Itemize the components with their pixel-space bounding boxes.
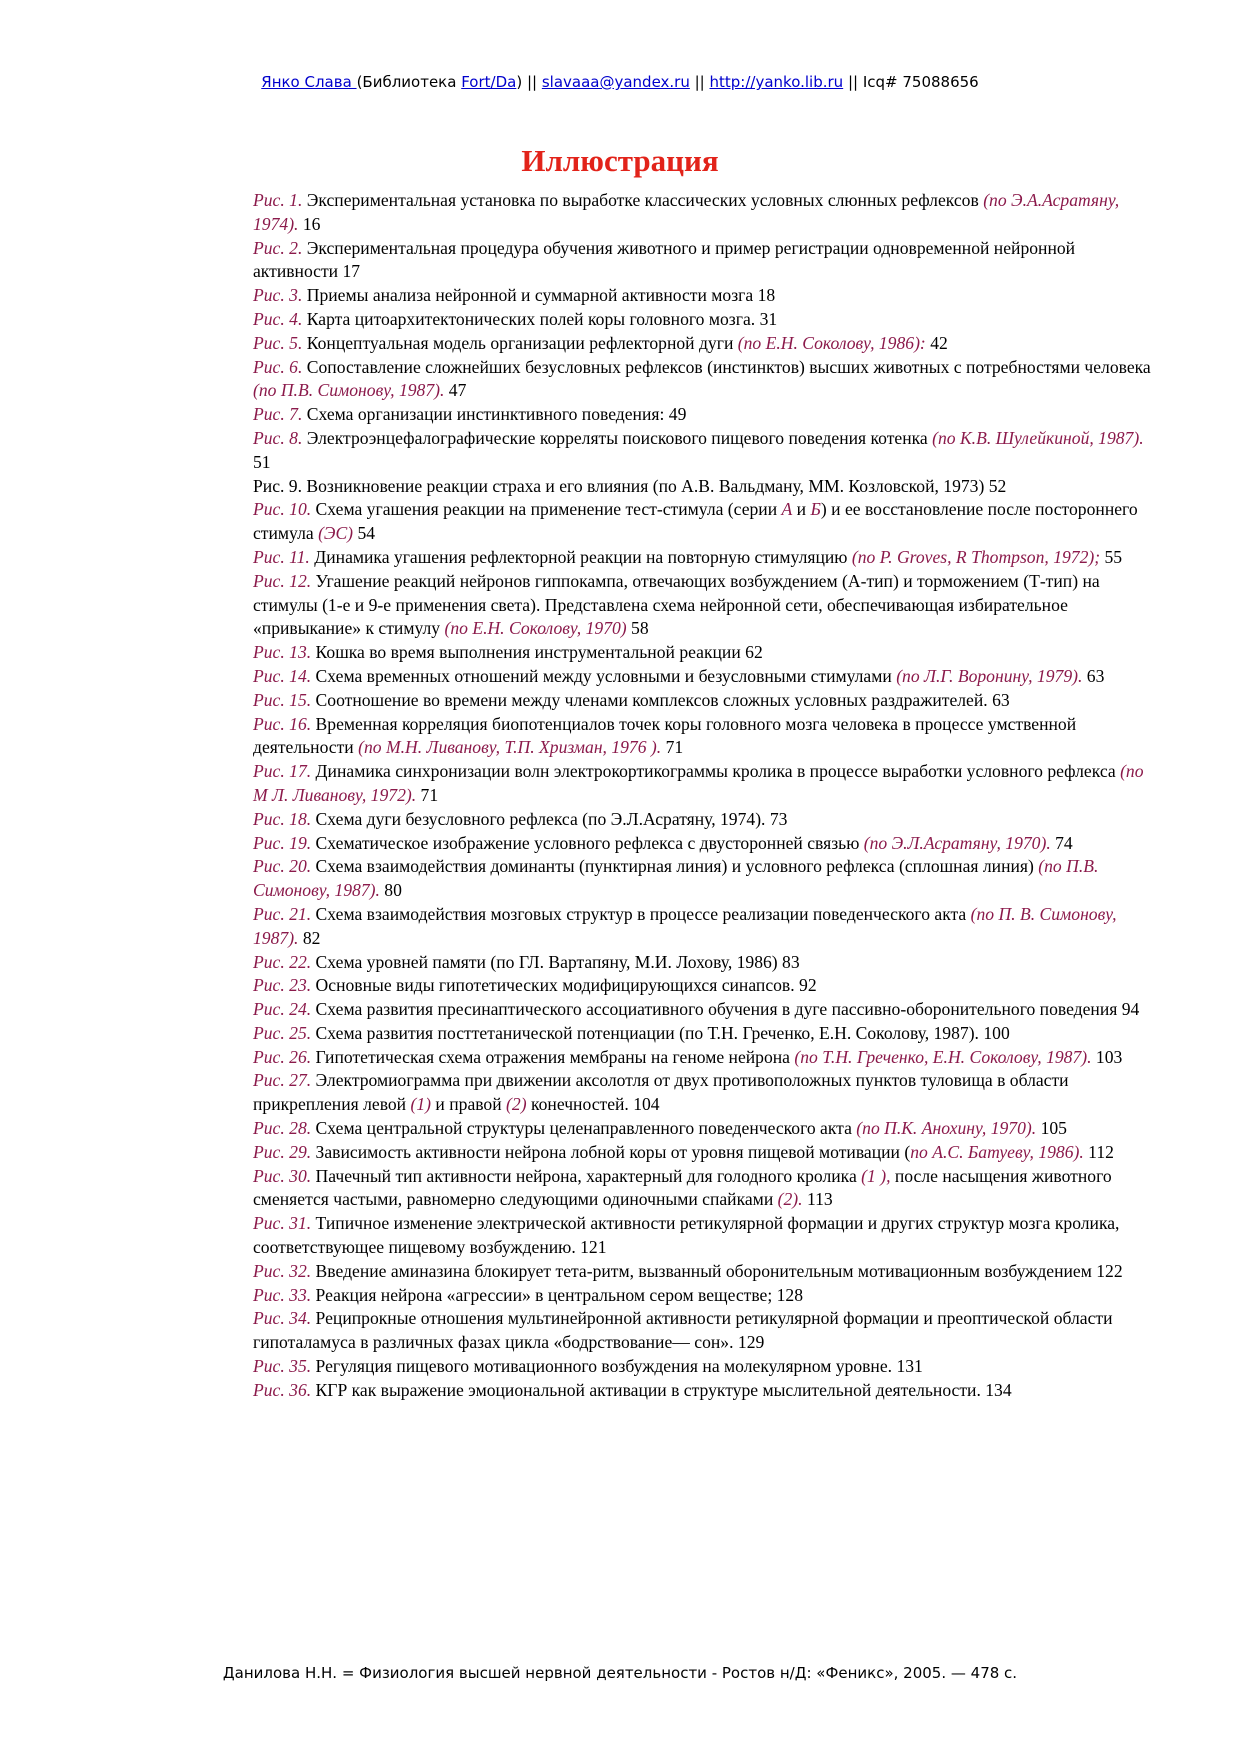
figure-label: Рис. 28.: [253, 1118, 312, 1139]
author-link[interactable]: Янко Слава: [261, 73, 357, 91]
figure-reference: (по Т.Н. Греченко, Е.Н. Соколову, 1987).: [794, 1046, 1092, 1067]
list-item: [253, 189, 1158, 237]
figure-label: Рис. 29.: [253, 1141, 312, 1162]
figure-label: Рис. 25.: [253, 1022, 312, 1043]
figure-caption: Схема взаимодействия доминанты (пунктирная линия) и условного рефлекса (сплошная линия): [311, 856, 1039, 877]
list-item: [253, 832, 1158, 856]
list-item: [253, 689, 1158, 713]
figure-reference: (по П.К. Анохину, 1970).: [856, 1118, 1037, 1139]
figure-reference: (2).: [777, 1189, 803, 1210]
figure-reference: (по К.В. Шулейкиной, 1987).: [932, 427, 1144, 448]
figure-label: Рис. 33.: [253, 1284, 312, 1305]
figure-label: Рис. 20.: [253, 856, 312, 877]
figure-label: Рис. 1.: [253, 190, 303, 210]
figure-label: Рис. 34.: [253, 1308, 312, 1329]
figure-reference: Б: [810, 499, 821, 520]
figure-page: 55: [1100, 546, 1123, 567]
list-item: [253, 641, 1158, 665]
figure-page: и: [792, 499, 811, 520]
figure-page: 103: [1091, 1046, 1123, 1067]
figure-caption: Схема центральной структуры целенаправленного поведенческого акта: [311, 1118, 857, 1139]
figure-caption: Схема угашения реакции на применение тест-стимула (серии: [311, 499, 782, 520]
figure-label: Рис. 31.: [253, 1213, 312, 1234]
figure-caption: Введение аминазина блокирует тета-ритм, вызванный оборонительным мотивационным возбуждением 122: [311, 1260, 1123, 1281]
list-item: [253, 855, 1158, 903]
figure-label: Рис. 3.: [253, 285, 303, 306]
list-item: [253, 498, 1158, 546]
figure-label: Рис. 10.: [253, 499, 312, 520]
figure-label: Рис. 4.: [253, 308, 303, 329]
list-item: [253, 237, 1158, 285]
figure-caption: Временная корреляция биопотенциалов точек коры головного мозга человека в процессе умственной деятельности: [253, 713, 1077, 758]
figure-label: Рис. 11.: [253, 546, 310, 567]
figure-label: Рис. 13.: [253, 642, 312, 663]
page-header: [0, 73, 1240, 91]
list-item: [253, 1069, 1158, 1117]
figure-label: Рис. 19.: [253, 832, 312, 853]
figure-page: 80: [379, 880, 402, 901]
figure-caption: Схема уровней памяти (по ГЛ. Вартапяну, М.И. Лохову, 1986) 83: [311, 951, 800, 972]
figure-label: Рис. 36.: [253, 1379, 312, 1400]
figure-page: 112: [1083, 1141, 1114, 1162]
list-item: [253, 570, 1158, 641]
figure-label: Рис. 16.: [253, 713, 312, 734]
figure-caption: Кошка во время выполнения инструментальной реакции 62: [311, 642, 763, 663]
figure-reference: (ЭС): [318, 523, 354, 544]
library-link[interactable]: Fort/Da: [461, 73, 517, 91]
figure-page: после насыщения животного сменяется частыми, равномерно следующими одиночными спайками: [253, 1165, 1112, 1210]
figure-page: 82: [298, 927, 321, 948]
list-item: [253, 356, 1158, 404]
list-item: [253, 546, 1158, 570]
list-item: [253, 665, 1158, 689]
figure-label: Рис. 35.: [253, 1356, 312, 1377]
figure-reference: (по П.В. Симонову, 1987).: [253, 856, 1099, 901]
figure-caption: Динамика угашения рефлекторной реакции на повторную стимуляцию: [309, 546, 852, 567]
figure-caption: Реакция нейрона «агрессии» в центральном сером веществе; 128: [311, 1284, 804, 1305]
figure-label: Рис. 8.: [253, 427, 303, 448]
figure-reference: по А.С. Батуеву, 1986).: [910, 1141, 1084, 1162]
figure-caption: Пачечный тип активности нейрона, характерный для голодного кролика: [311, 1165, 862, 1186]
figure-label: Рис. 17.: [253, 761, 312, 782]
list-item: [253, 403, 1158, 427]
figure-page: 47: [444, 380, 467, 401]
figure-page: 16: [298, 213, 321, 234]
figure-caption: конечностей. 104: [526, 1094, 660, 1115]
list-item: [253, 1355, 1158, 1379]
figure-caption: Экспериментальная процедура обучения животного и пример регистрации одновременной нейронной активности 17: [253, 237, 1076, 282]
list-item: [253, 974, 1158, 998]
figure-label: Рис. 30.: [253, 1165, 312, 1186]
site-link[interactable]: http://yanko.lib.ru: [709, 73, 844, 91]
figure-page: и правой: [431, 1094, 507, 1115]
figure-label: Рис. 2.: [253, 237, 303, 258]
figure-caption: Карта цитоархитектонических полей коры головного мозга. 31: [302, 308, 778, 329]
figure-caption: Угашение реакций нейронов гиппокампа, отвечающих возбуждением (А-тип) и торможением (Т-тип) на стимулы (1-е и 9-е применения света). Представлена схема нейронной сети, обеспечивающая избирательное «привыкание» к стимулу: [253, 570, 1100, 639]
figure-reference: (по Е.Н. Соколову, 1970): [444, 618, 627, 639]
figure-caption: Зависимость активности нейрона лобной коры от уровня пищевой мотивации (: [311, 1141, 911, 1162]
list-item: [253, 1141, 1158, 1165]
figure-caption: Схема взаимодействия мозговых структур в процессе реализации поведенческого акта: [311, 903, 971, 924]
figure-label: Рис. 15.: [253, 689, 312, 710]
list-item: [253, 1307, 1158, 1355]
figure-reference: (по Е.Н. Соколову, 1986):: [737, 332, 926, 353]
figure-page: 105: [1036, 1118, 1067, 1139]
figure-label: Рис. 18.: [253, 808, 312, 829]
figure-page: 71: [661, 737, 684, 758]
figure-page: 63: [1082, 665, 1105, 686]
figure-reference: (по П.В. Симонову, 1987).: [253, 380, 445, 401]
figure-reference: (по М Л. Ливанову, 1972).: [253, 761, 1144, 805]
figure-label: Рис. 14.: [253, 665, 312, 686]
list-item: [253, 308, 1158, 332]
figure-page: 74: [1050, 832, 1073, 853]
figure-caption: ) и ее восстановление после постороннего стимула: [253, 499, 1138, 544]
figure-reference: (по Э.А.Асратяну, 1974).: [253, 190, 1120, 234]
list-item: [253, 284, 1158, 308]
figure-caption: Основные виды гипотетических модифицирующихся синапсов. 92: [311, 975, 817, 996]
separator-text: ) ||: [516, 73, 542, 91]
figure-reference: (2): [506, 1094, 527, 1115]
figure-caption: Электромиограмма при движении аксолотля от двух противоположных пунктов туловища в области прикрепления левой: [253, 1070, 1069, 1115]
list-item: [253, 475, 1158, 499]
list-item: [253, 760, 1158, 808]
figure-caption: Экспериментальная установка по выработке классических условных слюнных рефлексов: [302, 190, 984, 210]
list-item: [253, 427, 1158, 475]
figure-reference: (1): [410, 1094, 432, 1115]
figure-caption: Электроэнцефалографические корреляты поискового пищевого поведения котенка: [302, 427, 933, 448]
figure-caption: Динамика синхронизации волн электрокортикограммы кролика в процессе выработки условного рефлекса: [311, 761, 1121, 782]
figure-caption: Типичное изменение электрической активности ретикулярной формации и других структур мозга кролика, соответствующее пищевому возбуждению. 121: [253, 1213, 1120, 1258]
illustration-list: [253, 189, 1158, 1403]
figure-label: Рис. 22.: [253, 951, 312, 972]
figure-reference: (по Л.Г. Воронину, 1979).: [896, 665, 1083, 686]
figure-caption: Сопоставление сложнейших безусловных рефлексов (инстинктов) высших животных с потребностями человека: [302, 356, 1151, 377]
figure-caption: Схема временных отношений между условными и безусловными стимулами: [311, 665, 897, 686]
figure-page: 71: [416, 784, 439, 805]
list-item: [253, 1212, 1158, 1260]
list-item: [253, 1165, 1158, 1213]
page-footer: Данилова Н.Н. = Физиология высшей нервной деятельности - Ростов н/Д: «Феникс», 2005. — 478 с.: [222, 1664, 1018, 1682]
figure-caption: Схематическое изображение условного рефлекса с двусторонней связью: [311, 832, 864, 853]
list-item: [253, 1022, 1158, 1046]
figure-label: Рис. 5.: [253, 332, 303, 353]
list-item: [253, 1284, 1158, 1308]
figure-caption: Схема развития посттетанической потенциации (по Т.Н. Греченко, Е.Н. Соколову, 1987). 100: [311, 1022, 1010, 1043]
figure-label: Рис. 23.: [253, 975, 312, 996]
figure-reference: (по М.Н. Ливанову, Т.П. Хризман, 1976 ).: [358, 737, 662, 758]
figure-reference: (по P. Groves, R Thompson, 1972);: [851, 546, 1101, 567]
list-item: [253, 1260, 1158, 1284]
figure-caption: Гипотетическая схема отражения мембраны на геноме нейрона: [311, 1046, 795, 1067]
figure-label: Рис. 26.: [253, 1046, 312, 1067]
figure-caption: Концептуальная модель организации рефлекторной дуги: [302, 332, 738, 353]
figure-label: Рис. 7.: [253, 404, 303, 425]
figure-page: 54: [353, 523, 376, 544]
library-open-text: (Библиотека: [356, 73, 462, 91]
separator-text: ||: [689, 73, 710, 91]
icq-text: || Icq# 75088656: [843, 73, 979, 91]
figure-caption: 113: [802, 1189, 833, 1210]
figure-label: Рис. 12.: [253, 570, 312, 591]
figure-caption: Приемы анализа нейронной и суммарной активности мозга 18: [302, 285, 776, 306]
list-item: [253, 1117, 1158, 1141]
figure-label: Рис. 27.: [253, 1070, 312, 1091]
list-item: [253, 903, 1158, 951]
list-item: [253, 1379, 1158, 1403]
figure-reference: (по П. В. Симонову, 1987).: [253, 903, 1117, 948]
email-link[interactable]: slavaaa@yandex.ru: [541, 73, 690, 91]
figure-reference: А: [781, 499, 793, 520]
figure-label: Рис. 32.: [253, 1260, 312, 1281]
figure-label: Рис. 21.: [253, 903, 312, 924]
list-item: [253, 808, 1158, 832]
figure-page: 58: [626, 618, 649, 639]
figure-reference: (по Э.Л.Асратяну, 1970).: [863, 832, 1051, 853]
figure-caption: Схема организации инстинктивного поведения: 49: [302, 404, 687, 425]
figure-caption: Схема дуги безусловного рефлекса (по Э.Л.Асратяну, 1974). 73: [311, 808, 788, 829]
list-item: [253, 1046, 1158, 1070]
list-item: [253, 951, 1158, 975]
figure-label: Рис. 6.: [253, 356, 303, 377]
figure-caption: Соотношение во времени между членами комплексов сложных условных раздражителей. 63: [311, 689, 1010, 710]
figure-caption: Регуляция пищевого мотивационного возбуждения на молекулярном уровне. 131: [311, 1356, 923, 1377]
list-item: [253, 998, 1158, 1022]
figure-caption: Схема развития пресинаптического ассоциативного обучения в дуге пассивно-оборонительного поведения 94: [311, 999, 1140, 1020]
page-title: Иллюстрация: [521, 143, 719, 178]
list-item: [253, 713, 1158, 761]
figure-page: 51: [253, 451, 271, 472]
figure-caption: КГР как выражение эмоциональной активации в структуре мыслительной деятельности. 134: [311, 1379, 1012, 1400]
list-item: [253, 332, 1158, 356]
figure-page: 42: [925, 332, 948, 353]
figure-reference: (1 ),: [861, 1165, 891, 1186]
figure-label: Рис. 24.: [253, 999, 312, 1020]
figure-caption: Реципрокные отношения мультинейронной активности ретикулярной формации и преоптической области гипоталамуса в различных фазах цикла «бодрствование— сон». 129: [253, 1308, 1113, 1353]
figure-caption: Рис. 9. Возникновение реакции страха и его влияния (по А.В. Вальдману, ММ. Козловской, 1973) 52: [253, 475, 1007, 496]
